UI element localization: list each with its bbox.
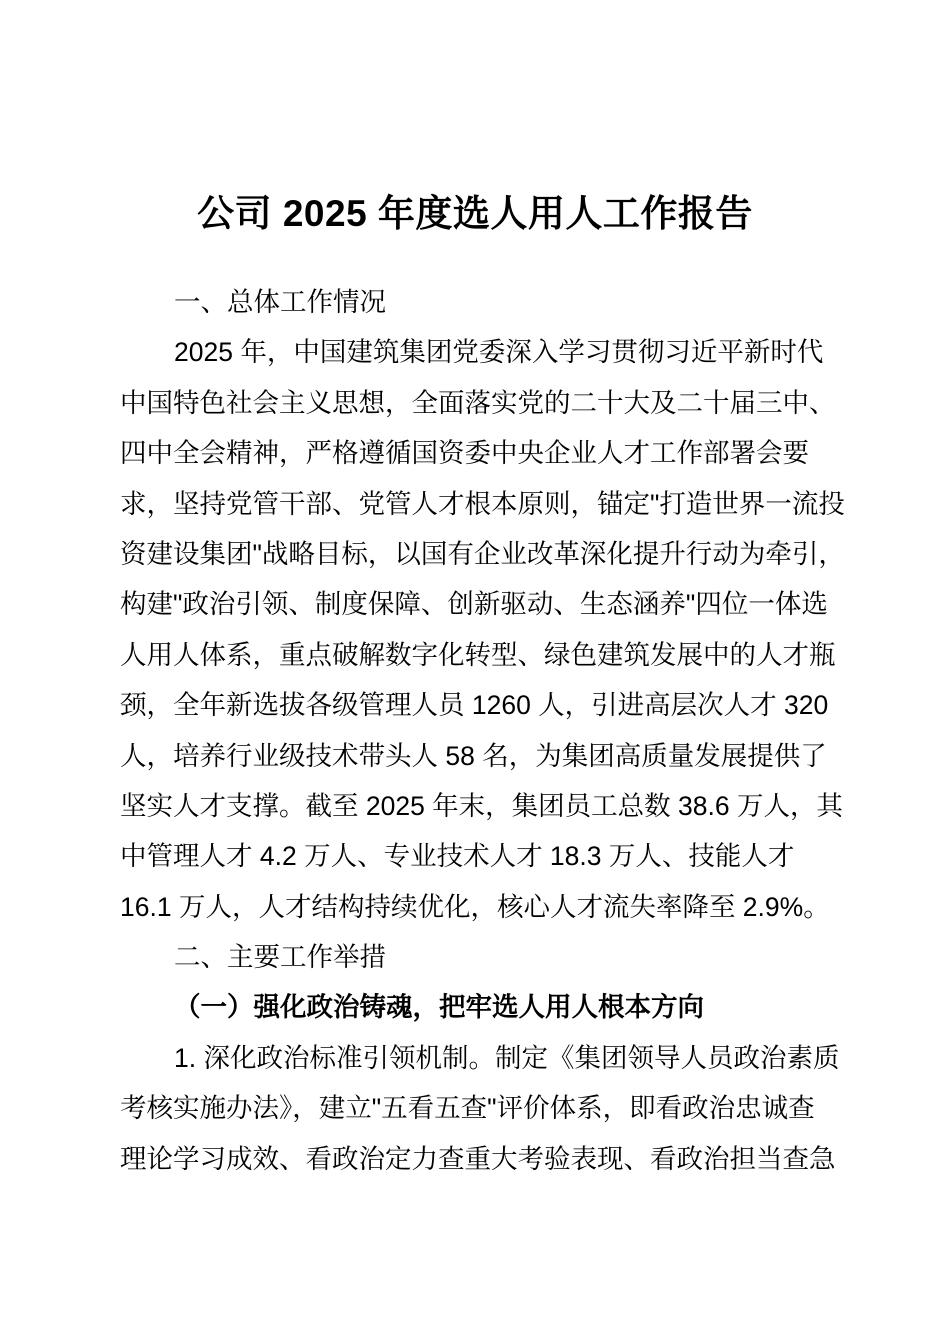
paragraph-line: 坚实人才支撑。截至 2025 年末，集团员工总数 38.6 万人，其: [120, 790, 843, 821]
paragraph-line: 考核实施办法》，建立"五看五查"评价体系，即看政治忠诚查: [120, 1093, 815, 1124]
document-title: 公司 2025 年度选人用人工作报告: [197, 193, 753, 234]
paragraph-line: 16.1 万人，人才结构持续优化，核心人才流失率降至 2.9%。: [120, 891, 830, 922]
paragraph-line: 求，坚持党管干部、党管人才根本原则，锚定"打造世界一流投: [120, 488, 845, 519]
document-body: [120, 277, 845, 1184]
section-2-heading: 二、主要工作举措: [174, 942, 386, 973]
paragraph-line: 中国特色社会主义思想，全面落实党的二十大及二十届三中、: [120, 387, 836, 418]
paragraph-line: 颈，全年新选拔各级管理人员 1260 人，引进高层次人才 320: [120, 690, 829, 721]
paragraph-line: 构建"政治引领、制度保障、创新驱动、生态涵养"四位一体选: [120, 589, 828, 620]
paragraph-line: 人用人体系，重点破解数字化转型、绿色建筑发展中的人才瓶: [120, 639, 836, 670]
paragraph-line: 人，培养行业级技术带头人 58 名，为集团高质量发展提供了: [120, 740, 827, 771]
paragraph-line: 理论学习成效、看政治定力查重大考验表现、看政治担当查急: [120, 1143, 836, 1174]
subsection-1-heading: （一）强化政治铸魂，把牢选人用人根本方向: [174, 992, 704, 1023]
section-1-heading: 一、总体工作情况: [174, 287, 386, 317]
paragraph-line: 1. 深化政治标准引领机制。制定《集团领导人员政治素质: [174, 1042, 840, 1073]
paragraph-line: 2025 年，中国建筑集团党委深入学习贯彻习近平新时代: [174, 337, 824, 368]
paragraph-line: 四中全会精神，严格遵循国资委中央企业人才工作部署会要: [120, 438, 809, 469]
paragraph-line: 资建设集团"战略目标，以国有企业改革深化提升行动为牵引，: [120, 538, 845, 569]
paragraph-line: 中管理人才 4.2 万人、专业技术人才 18.3 万人、技能人才: [120, 841, 795, 872]
